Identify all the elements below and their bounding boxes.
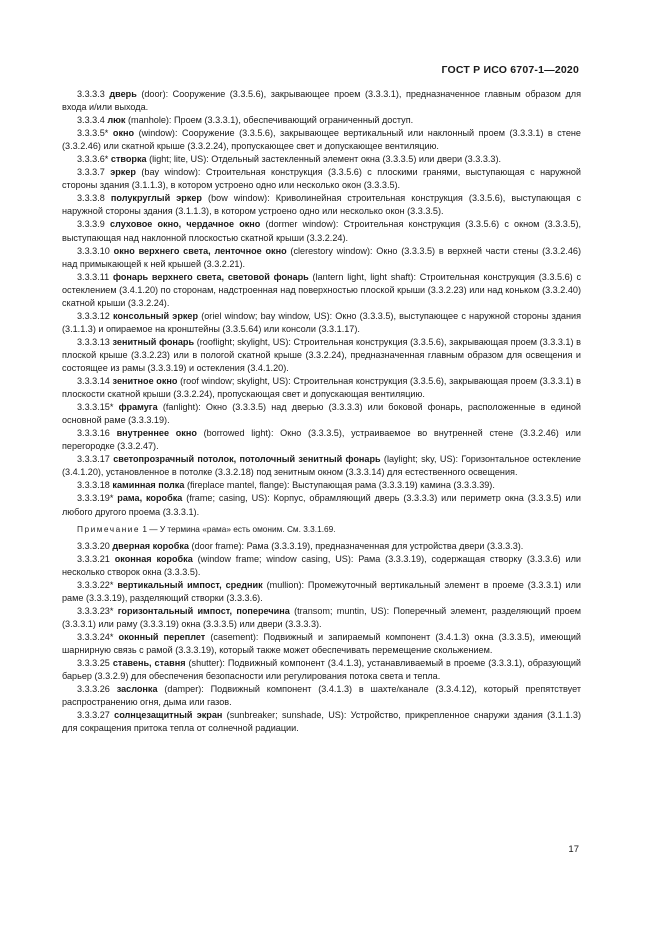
term-entry <box>62 657 581 683</box>
term-number: 3.3.3.7 <box>77 167 105 178</box>
term-name: рама, коробка <box>117 493 183 504</box>
term-entry <box>62 683 581 709</box>
term-number: 3.3.3.13 <box>77 336 110 347</box>
term-entry <box>62 192 581 218</box>
term-number: 3.3.3.18 <box>77 480 110 491</box>
term-definition: (rooflight; skylight, US): Строительная конструкция (3.3.5.6), закрывающая проем (3.3.3.1) в плоской крыше (3.3.2.23) или в пологой скатной крыше (3.3.2.24), предназначенная главным образом для освещения и состоящее из рамы (3.3.3.19) и остекления (3.4.1.20). <box>62 336 581 373</box>
term-number: 3.3.3.4 <box>77 115 105 126</box>
term-number: 3.3.3.6* <box>77 154 109 165</box>
term-number: 3.3.3.19* <box>77 493 114 504</box>
document-body <box>62 88 581 735</box>
term-definition: (mullion): Промежуточный вертикальный элемент в проеме (3.3.3.1) или раме (3.3.3.19), разделяющий створки (3.3.3.6). <box>62 579 582 603</box>
term-number: 3.3.3.22* <box>77 579 114 590</box>
term-number: 3.3.3.20 <box>77 540 110 551</box>
term-entry <box>62 218 581 244</box>
term-name: дверь <box>109 89 137 99</box>
term-definition: (bow window): Криволинейная строительная конструкция (3.3.5.6), выступающая с наружной стороны здания (3.1.1.3), в котором устроено одно или несколько окон (3.3.3.5). <box>62 193 581 217</box>
term-name: оконная коробка <box>114 553 193 564</box>
term-number: 3.3.3.21 <box>77 553 110 564</box>
note-text: 1 — У термина «рама» есть омоним. См. 3.3.1.69. <box>140 523 336 534</box>
term-entry <box>62 88 581 114</box>
term-definition: (casement): Подвижный и запираемый компонент (3.4.1.3) окна (3.3.3.5), имеющий шарнирную связь с рамой (3.3.3.19), который также может обеспечивать перемещение скольжением. <box>62 631 581 655</box>
term-entry <box>62 453 581 479</box>
term-name: окно верхнего света, ленточное окно <box>113 245 287 256</box>
term-name: консольный эркер <box>113 310 199 321</box>
term-entry <box>62 553 581 579</box>
term-name: дверная коробка <box>112 540 189 551</box>
term-entry <box>62 492 581 518</box>
term-definition: (frame; casing, US): Корпус, обрамляющий дверь (3.3.3.3) или периметр окна (3.3.3.5) или любого другого проема (3.3.3.1). <box>62 493 581 517</box>
term-number: 3.3.3.16 <box>77 428 110 439</box>
term-number: 3.3.3.12 <box>77 310 110 321</box>
term-definition: (damper): Подвижный компонент (3.4.1.3) в шахте/канале (3.3.4.12), который препятствует распространению огня, дыма или газов. <box>62 684 581 708</box>
term-definition: (sunbreaker; sunshade, US): Устройство, прикрепленное снаружи здания (3.1.1.3) для сокращения притока тепла от солнечной радиации. <box>62 710 581 734</box>
term-name: каминная полка <box>112 480 185 491</box>
term-definition: (lantern light, light shaft): Строительная конструкция (3.3.5.6) с остеклением (3.4.1.20) по сторонам, надстроенная над поверхностью плоской крыши (3.3.2.23) или над коньком (3.3.2.40) скатной крыши (3.3.2.24). <box>62 271 582 308</box>
term-name: створка <box>110 154 147 165</box>
term-name: зенитный фонарь <box>112 336 195 347</box>
term-entry <box>62 310 581 336</box>
term-entry <box>62 579 581 605</box>
term-name: слуховое окно, чердачное окно <box>110 219 261 230</box>
term-name: внутреннее окно <box>116 428 197 439</box>
term-entry <box>62 245 581 271</box>
term-name: горизонтальный импост, поперечина <box>117 605 290 616</box>
term-name: фрамуга <box>118 402 158 413</box>
term-definition: (clerestory window): Окно (3.3.3.5) в верхней части стены (3.3.2.46) над примыкающей к ней крышей (3.3.2.21). <box>62 245 581 269</box>
term-entry <box>62 401 581 427</box>
term-name: ставень, ставня <box>112 658 186 669</box>
term-definition: (roof window; skylight, US): Строительная конструкция (3.3.5.6), закрывающая проем (3.3.3.1) в плоскости скатной крыши (3.3.2.24), пропускающая свет и допускающая вентиляцию. <box>62 376 581 400</box>
term-number: 3.3.3.11 <box>77 271 110 282</box>
term-name: люк <box>107 115 126 126</box>
term-entry <box>62 166 581 192</box>
term-name: фонарь верхнего света, световой фонарь <box>113 271 309 282</box>
term-name: вертикальный импост, средник <box>117 579 263 590</box>
term-name: оконный переплет <box>118 631 206 642</box>
term-number: 3.3.3.24* <box>77 631 114 642</box>
term-name: солнцезащитный экран <box>114 710 223 721</box>
term-name: эркер <box>110 167 136 178</box>
note-label: Примечание <box>77 523 141 534</box>
term-definition: (borrowed light): Окно (3.3.3.5), устраиваемое во внутренней стене (3.3.2.46) или перегородке (3.3.2.47). <box>62 428 581 452</box>
term-entry <box>62 375 581 401</box>
term-definition: (manhole): Проем (3.3.3.1), обеспечивающий ограниченный доступ. <box>125 115 414 126</box>
term-number: 3.3.3.8 <box>77 193 105 204</box>
term-name: светопрозрачный потолок, потолочный зенитный фонарь <box>113 454 381 465</box>
term-entry <box>62 153 581 166</box>
term-name: окно <box>112 128 135 139</box>
term-entry <box>62 605 581 631</box>
term-number: 3.3.3.15* <box>77 402 114 413</box>
note <box>62 523 581 536</box>
term-name: зенитное окно <box>112 376 178 387</box>
term-number: 3.3.3.3 <box>77 89 105 99</box>
term-definition: (fireplace mantel, flange): Выступающая рама (3.3.3.19) камина (3.3.3.39). <box>184 480 495 491</box>
term-definition: (fanlight): Окно (3.3.3.5) над дверью (3.3.3.3) или боковой фонарь, расположенные в единой основной раме (3.3.3.19). <box>62 402 581 426</box>
term-entry <box>62 540 581 553</box>
term-number: 3.3.3.27 <box>77 710 110 721</box>
document-header: ГОСТ Р ИСО 6707-1—2020 <box>441 64 579 76</box>
term-entry <box>62 271 581 310</box>
term-entry <box>62 114 581 127</box>
term-definition: (laylight; sky, US): Горизонтальное остекление (3.4.1.20), установленное в потолке (3.3.2.18) под зенитным окном (3.3.3.14) для естественного освещения. <box>62 454 581 478</box>
term-definition: (light; lite, US): Отдельный застекленный элемент окна (3.3.3.5) или двери (3.3.3.3). <box>146 154 502 165</box>
term-entry <box>62 427 581 453</box>
term-definition: (transom; muntin, US): Поперечный элемент, разделяющий проем (3.3.3.1) или раму (3.3.3.19) окна (3.3.3.5) или двери (3.3.3.3). <box>62 605 582 629</box>
term-entry <box>62 709 581 735</box>
term-number: 3.3.3.9 <box>77 219 105 230</box>
term-definition: (door): Сооружение (3.3.5.6), закрывающее проем (3.3.3.1), предназначенное главным образом для входа и/или выхода. <box>62 89 581 113</box>
term-number: 3.3.3.14 <box>77 376 110 387</box>
term-definition: (window frame; window casing, US): Рама (3.3.3.19), содержащая створку (3.3.3.6) или несколько створок окна (3.3.3.5). <box>62 553 581 577</box>
term-number: 3.3.3.26 <box>77 684 110 695</box>
term-definition: (oriel window; bay window, US): Окно (3.3.3.5), выступающее с наружной стороны здания (3.1.1.3) и опираемое на кронштейны (3.3.5.64) или консоли (3.3.1.17). <box>62 310 582 334</box>
term-name: полукруглый эркер <box>110 193 202 204</box>
term-definition: (bay window): Строительная конструкция (3.3.5.6) с плоскими гранями, выступающая с наружной стороны здания (3.1.1.3), в котором устроено одно или несколько окон (3.3.3.5). <box>62 167 581 191</box>
term-number: 3.3.3.25 <box>77 658 110 669</box>
term-number: 3.3.3.10 <box>77 245 110 256</box>
term-entry <box>62 127 581 153</box>
term-definition: (dormer window): Строительная конструкция (3.3.5.6) с окном (3.3.3.5), выступающая над наклонной плоскостью скатной крыши (3.3.2.24). <box>62 219 581 243</box>
page-number: 17 <box>568 844 579 855</box>
term-name: заслонка <box>116 684 158 695</box>
term-definition: (door frame): Рама (3.3.3.19), предназначенная для устройства двери (3.3.3.3). <box>188 540 524 551</box>
term-number: 3.3.3.17 <box>77 454 110 465</box>
term-number: 3.3.3.23* <box>77 605 114 616</box>
term-entry <box>62 336 581 375</box>
term-entry <box>62 631 581 657</box>
term-number: 3.3.3.5* <box>77 128 109 139</box>
term-definition: (window): Сооружение (3.3.5.6), закрывающее вертикальный или наклонный проем (3.3.3.1) в стене (3.3.2.46) или скатной крыше (3.3.2.24), пропускающее свет и допускающее вентиляцию. <box>62 128 581 152</box>
term-entry <box>62 479 581 492</box>
term-definition: (shutter): Подвижный компонент (3.4.1.3), устанавливаемый в проеме (3.3.3.1), образующий барьер (3.3.2.9) для обеспечения безопасности или регулирования потока света и тепла. <box>62 658 581 682</box>
